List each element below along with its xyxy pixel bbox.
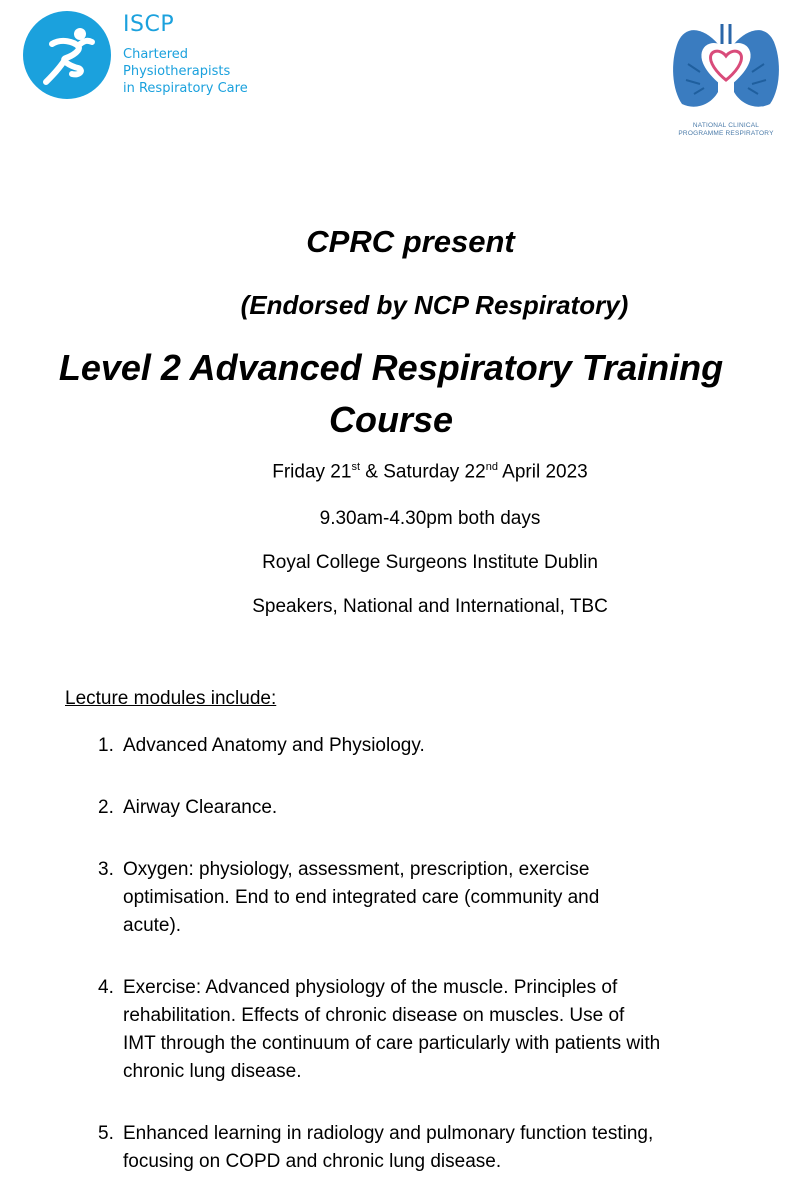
iscp-logo (22, 10, 282, 102)
event-time: 9.30am-4.30pm both days (319, 508, 541, 529)
module-list (98, 732, 778, 1176)
iscp-acronym: ISCP (123, 12, 175, 37)
module-line: Exercise: Advanced physiology of the muscle. Principles of (123, 977, 618, 998)
iscp-line-3: in Respiratory Care (123, 81, 248, 96)
module-number: 4. (98, 977, 114, 998)
module-line: Airway Clearance. (123, 797, 278, 818)
module-line: chronic lung disease. (123, 1061, 302, 1082)
module-line: Enhanced learning in radiology and pulmonary function testing, (123, 1123, 654, 1144)
module-line: optimisation. End to end integrated care (community and (123, 887, 600, 908)
module-number: 3. (98, 859, 114, 880)
endorsement-line: (Endorsed by NCP Respiratory) (240, 290, 629, 320)
runner-circle-icon (22, 10, 112, 100)
iscp-line-2: Physiotherapists (123, 64, 231, 79)
modules-heading: Lecture modules include: (65, 688, 277, 709)
module-line: IMT through the continuum of care particularly with patients with (123, 1033, 661, 1054)
module-number: 1. (98, 735, 114, 756)
presenter-heading: CPRC present (306, 224, 515, 259)
module-number: 5. (98, 1123, 114, 1144)
module-item (98, 732, 778, 760)
date-friday: Friday 21 (272, 461, 352, 483)
iscp-wordmark (123, 12, 248, 97)
course-title-line-2: Course (328, 399, 454, 440)
course-title (30, 342, 752, 446)
event-speakers: Speakers, National and International, TBC (252, 596, 608, 617)
event-date (100, 461, 760, 483)
lungs-heart-icon (666, 14, 786, 112)
date-tail: April 2023 (497, 461, 588, 483)
module-item (98, 856, 778, 940)
module-line: Oxygen: physiology, assessment, prescription, exercise (123, 859, 590, 880)
ncp-line-1: NATIONAL CLINICAL (692, 122, 760, 129)
module-item (98, 974, 778, 1086)
module-line: acute). (123, 915, 182, 936)
date-saturday-suffix: nd (485, 461, 498, 473)
ncp-line-2: PROGRAMME RESPIRATORY (678, 130, 774, 137)
ncp-logo (664, 14, 788, 146)
module-item (98, 794, 778, 822)
module-item (98, 1120, 778, 1176)
ncp-wordmark (664, 122, 788, 138)
module-line: Advanced Anatomy and Physiology. (123, 735, 425, 756)
date-saturday: & Saturday 22 (360, 461, 486, 483)
iscp-line-1: Chartered (123, 47, 189, 62)
date-friday-suffix: st (351, 461, 360, 473)
course-title-line-1: Level 2 Advanced Respiratory Training (58, 347, 724, 388)
module-line: focusing on COPD and chronic lung disease. (123, 1151, 502, 1172)
module-line: rehabilitation. Effects of chronic disease on muscles. Use of (123, 1005, 625, 1026)
module-number: 2. (98, 797, 114, 818)
event-venue: Royal College Surgeons Institute Dublin (262, 552, 598, 573)
